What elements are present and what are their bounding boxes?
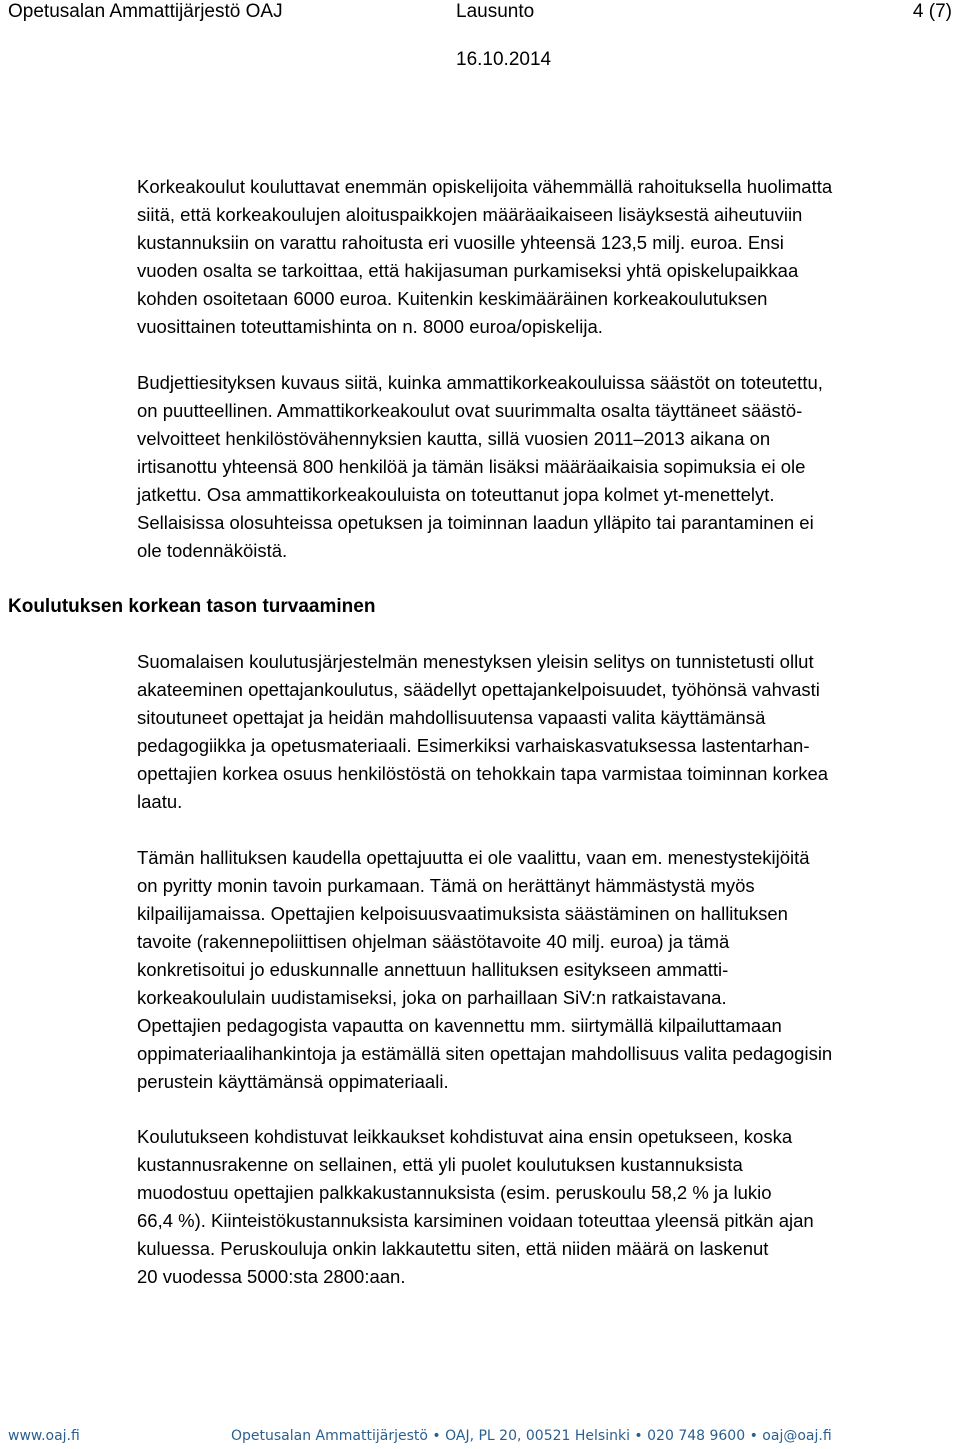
paragraph-teacher-education — [137, 648, 959, 816]
footer-separator: • — [432, 1428, 441, 1444]
text-line: kuluessa. Peruskouluja onkin lakkautettu siten, että niiden määrä on laskenut — [137, 1238, 769, 1259]
text-line: Koulutukseen kohdistuvat leikkaukset kohdistuvat aina ensin opetukseen, koska — [137, 1126, 793, 1147]
page-footer — [0, 1426, 960, 1449]
footer-org: Opetusalan Ammattijärjestö — [231, 1428, 428, 1444]
header-page-number: 4 (7) — [912, 1, 952, 22]
text-line: 66,4 %). Kiinteistökustannuksista karsiminen voidaan toteuttaa yleensä pitkän ajan — [137, 1210, 814, 1231]
text-line: vuoden osalta se tarkoittaa, että hakijasuman purkamiseksi yhtä opiskelupaikkaa — [137, 260, 799, 281]
text-line: 20 vuodessa 5000:sta 2800:aan. — [137, 1266, 406, 1287]
text-line: on puutteellinen. Ammattikorkeakoulut ovat suurimmalta osalta täyttäneet säästö- — [137, 400, 803, 421]
text-line: kilpailijamaissa. Opettajien kelpoisuusvaatimuksista säästäminen on hallituksen — [137, 903, 788, 924]
footer-address: OAJ, PL 20, 00521 Helsinki — [445, 1428, 630, 1444]
text-line: konkretisoitui jo eduskunnalle annettuun hallituksen esitykseen ammatti- — [137, 959, 729, 980]
footer-separator: • — [749, 1428, 758, 1444]
header-date: 16.10.2014 — [456, 49, 552, 70]
header-organization: Opetusalan Ammattijärjestö OAJ — [8, 1, 283, 22]
text-line: vuosittainen toteuttamishinta on n. 8000 euroa/opiskelija. — [137, 316, 603, 337]
paragraph-government-term — [137, 844, 959, 1096]
text-line: opettajien korkea osuus henkilöstöstä on tehokkain tapa varmistaa toiminnan korkea — [137, 763, 829, 784]
text-line: velvoitteet henkilöstövähennyksien kautta, sillä vuosien 2011–2013 aikana on — [137, 428, 771, 449]
text-line: korkeakoululain uudistamiseksi, joka on parhaillaan SiV:n ratkaistavana. — [137, 987, 727, 1008]
text-line: Opettajien pedagogista vapautta on kavennettu mm. siirtymällä kilpailuttamaan — [137, 1015, 782, 1036]
text-line: kohden osoitetaan 6000 euroa. Kuitenkin keskimääräinen korkeakoulutuksen — [137, 288, 768, 309]
text-line: tavoite (rakennepoliittisen ohjelman säästötavoite 40 milj. euroa) ja tämä — [137, 931, 730, 952]
text-line: Sellaisissa olosuhteissa opetuksen ja toiminnan laadun ylläpito tai parantaminen ei — [137, 512, 814, 533]
text-line: irtisanottu yhteensä 800 henkilöä ja tämän lisäksi määräaikaisia sopimuksia ei ole — [137, 456, 806, 477]
footer-website-link[interactable]: www.oaj.fi — [8, 1428, 80, 1444]
text-line: jatkettu. Osa ammattikorkeakouluista on toteuttanut jopa kolmet yt-menettelyt. — [137, 484, 775, 505]
paragraph-budget — [137, 369, 959, 565]
text-line: kustannusrakenne on sellainen, että yli puolet koulutuksen kustannuksista — [137, 1154, 743, 1175]
text-line: muodostuu opettajien palkkakustannuksista (esim. peruskoulu 58,2 % ja lukio — [137, 1182, 772, 1203]
text-line: siitä, että korkeakoulujen aloituspaikkojen määräaikaiseen lisäyksestä aiheutuviin — [137, 204, 803, 225]
text-line: Tämän hallituksen kaudella opettajuutta ei ole vaalittu, vaan em. menestystekijöitä — [137, 847, 810, 868]
text-line: laatu. — [137, 791, 183, 812]
header-document-type: Lausunto — [456, 1, 535, 22]
section-heading: Koulutuksen korkean tason turvaaminen — [8, 596, 376, 617]
page-header — [0, 0, 960, 80]
text-line: on pyritty monin tavoin purkamaan. Tämä on herättänyt hämmästystä myös — [137, 875, 755, 896]
text-line: Korkeakoulut kouluttavat enemmän opiskelijoita vähemmällä rahoituksella huolimatta — [137, 176, 833, 197]
footer-contact-info — [231, 1426, 832, 1446]
footer-separator: • — [634, 1428, 643, 1444]
footer-phone: 020 748 9600 — [647, 1428, 746, 1444]
text-line: akateeminen opettajankoulutus, säädellyt opettajankelpoisuudet, työhönsä vahvasti — [137, 679, 820, 700]
paragraph-funding — [137, 173, 959, 341]
text-line: oppimateriaalihankintoja ja estämällä siten opettajan mahdollisuus valita pedagogisin — [137, 1043, 833, 1064]
text-line: ole todennäköistä. — [137, 540, 288, 561]
text-line: Budjettiesityksen kuvaus siitä, kuinka ammattikorkeakouluissa säästöt on toteutettu, — [137, 372, 823, 393]
text-line: kustannuksiin on varattu rahoitusta eri vuosille yhteensä 123,5 milj. euroa. Ensi — [137, 232, 784, 253]
text-line: sitoutuneet opettajat ja heidän mahdollisuutensa vapaasti valita käyttämänsä — [137, 707, 766, 728]
paragraph-cuts — [137, 1123, 959, 1291]
text-line: perustein käyttämänsä oppimateriaali. — [137, 1071, 449, 1092]
footer-email-link[interactable]: oaj@oaj.fi — [762, 1428, 832, 1444]
text-line: Suomalaisen koulutusjärjestelmän menestyksen yleisin selitys on tunnistetusti ollut — [137, 651, 814, 672]
text-line: pedagogiikka ja opetusmateriaali. Esimerkiksi varhaiskasvatuksessa lastentarhan- — [137, 735, 810, 756]
